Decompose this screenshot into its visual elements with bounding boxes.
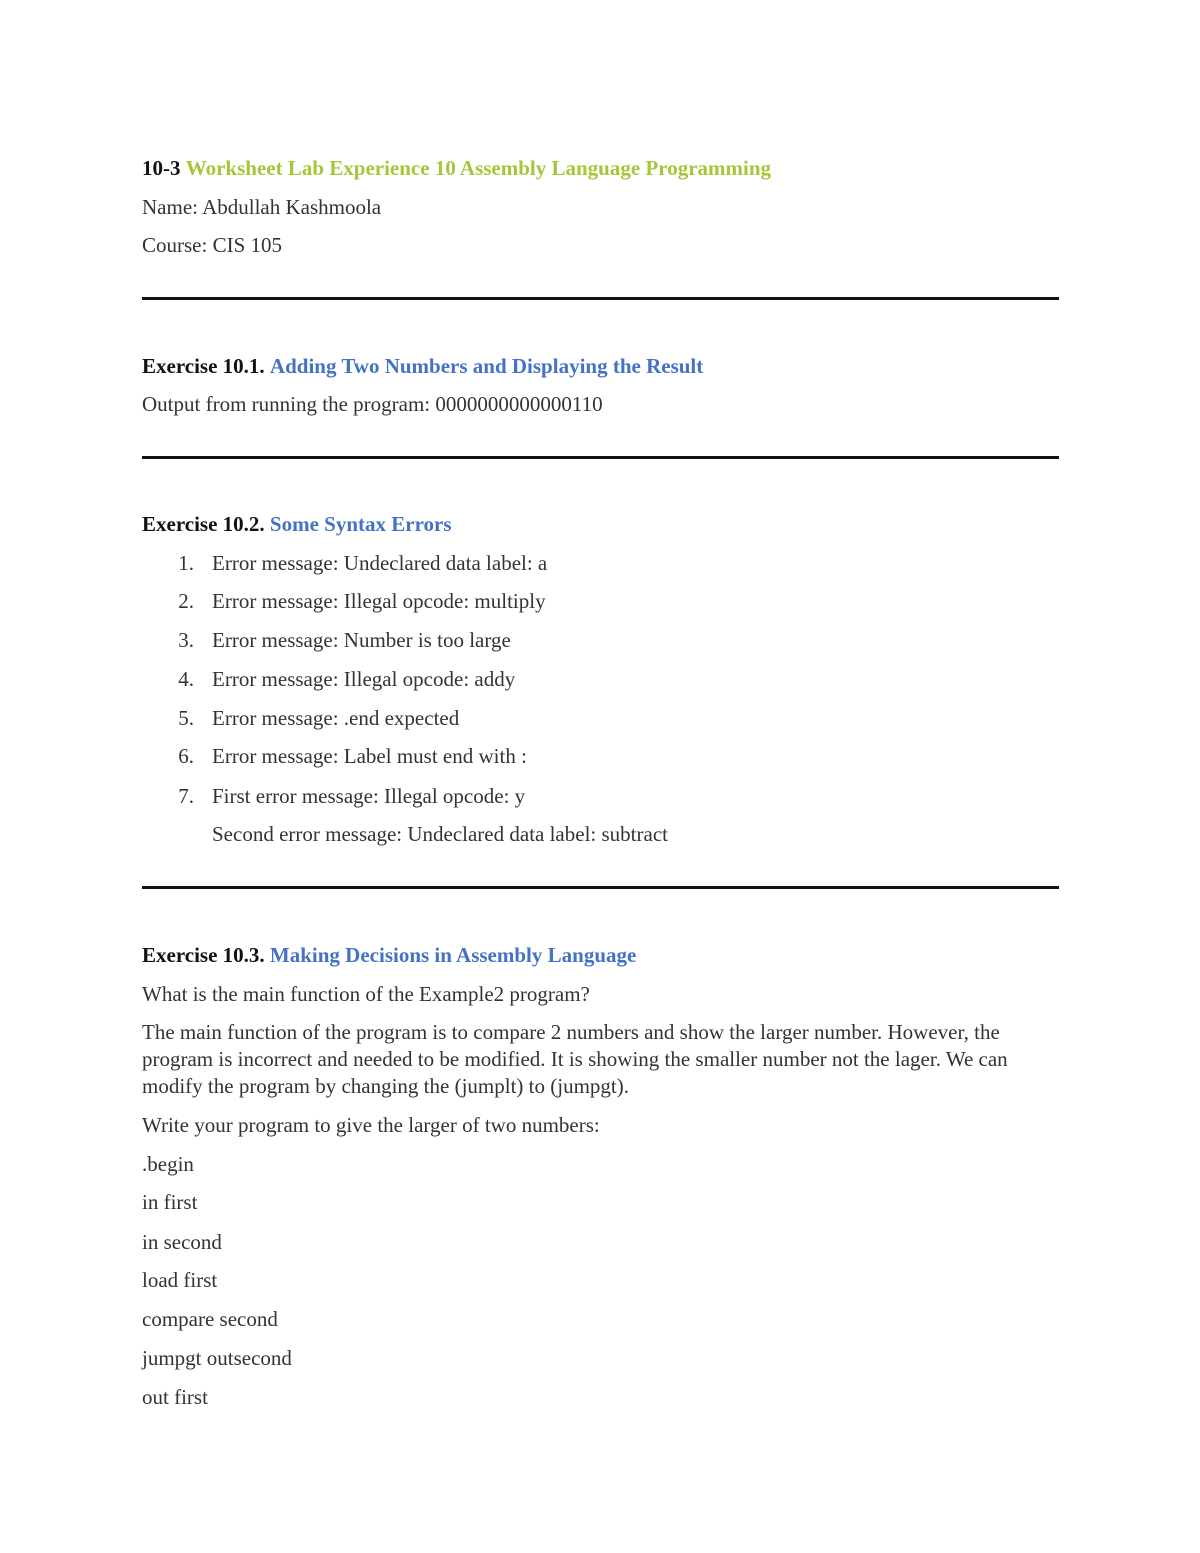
exercise-label: Exercise 10.3. — [142, 943, 265, 967]
document-heading — [142, 155, 771, 181]
list-item: Error message: .end expected — [212, 706, 460, 730]
list-item-number: 5. — [178, 706, 194, 730]
list-item: Error message: Illegal opcode: multiply — [212, 589, 546, 613]
list-item-number: 6. — [178, 744, 194, 768]
list-item-number: 2. — [178, 589, 194, 613]
course-line: Course: CIS 105 — [142, 233, 283, 257]
exercise-10-3-heading — [142, 942, 636, 968]
code-line: jumpgt outsecond — [142, 1346, 292, 1370]
exercise-label: Exercise 10.1. — [142, 354, 265, 378]
list-item: Error message: Undeclared data label: a — [212, 551, 548, 575]
list-item: Error message: Number is too large — [212, 628, 511, 652]
program-prompt: Write your program to give the larger of two numbers: — [142, 1113, 600, 1137]
list-item-continuation: Second error message: Undeclared data label: subtract — [212, 822, 668, 846]
list-item-number: 4. — [178, 667, 194, 691]
student-name: Name: Abdullah Kashmoola — [142, 195, 382, 219]
code-line: in second — [142, 1230, 222, 1254]
divider-3 — [142, 886, 1059, 889]
exercise-title: Some Syntax Errors — [269, 512, 452, 536]
list-item-number: 7. — [178, 784, 194, 808]
exercise-10-1-output: Output from running the program: 0000000000000110 — [142, 392, 603, 416]
exercise-10-1-heading — [142, 353, 703, 379]
code-line: .begin — [142, 1152, 194, 1176]
answer-paragraph: The main function of the program is to compare 2 numbers and show the larger number. However, the program is incorrect and needed to be modified. It is showing the smaller number not the lager. We can modify the program by changing the (jumplt) to (jumpgt). — [142, 1020, 1008, 1098]
code-line: in first — [142, 1190, 198, 1214]
code-line: compare second — [142, 1307, 278, 1331]
divider-2 — [142, 456, 1059, 459]
divider-1 — [142, 297, 1059, 300]
heading-number: 10-3 — [142, 156, 181, 180]
exercise-title: Adding Two Numbers and Displaying the Result — [269, 354, 704, 378]
exercise-label: Exercise 10.2. — [142, 512, 265, 536]
code-line: out first — [142, 1385, 208, 1409]
list-item: Error message: Label must end with : — [212, 744, 527, 768]
exercise-title: Making Decisions in Assembly Language — [269, 943, 637, 967]
list-item-number: 3. — [178, 628, 194, 652]
list-item-number: 1. — [178, 551, 194, 575]
exercise-10-2-heading — [142, 511, 452, 537]
heading-title: Worksheet Lab Experience 10 Assembly Language Programming — [185, 156, 772, 180]
list-item: Error message: Illegal opcode: addy — [212, 667, 516, 691]
question-text: What is the main function of the Example2 program? — [142, 982, 590, 1006]
list-item: First error message: Illegal opcode: y — [212, 784, 526, 808]
code-line: load first — [142, 1268, 218, 1292]
